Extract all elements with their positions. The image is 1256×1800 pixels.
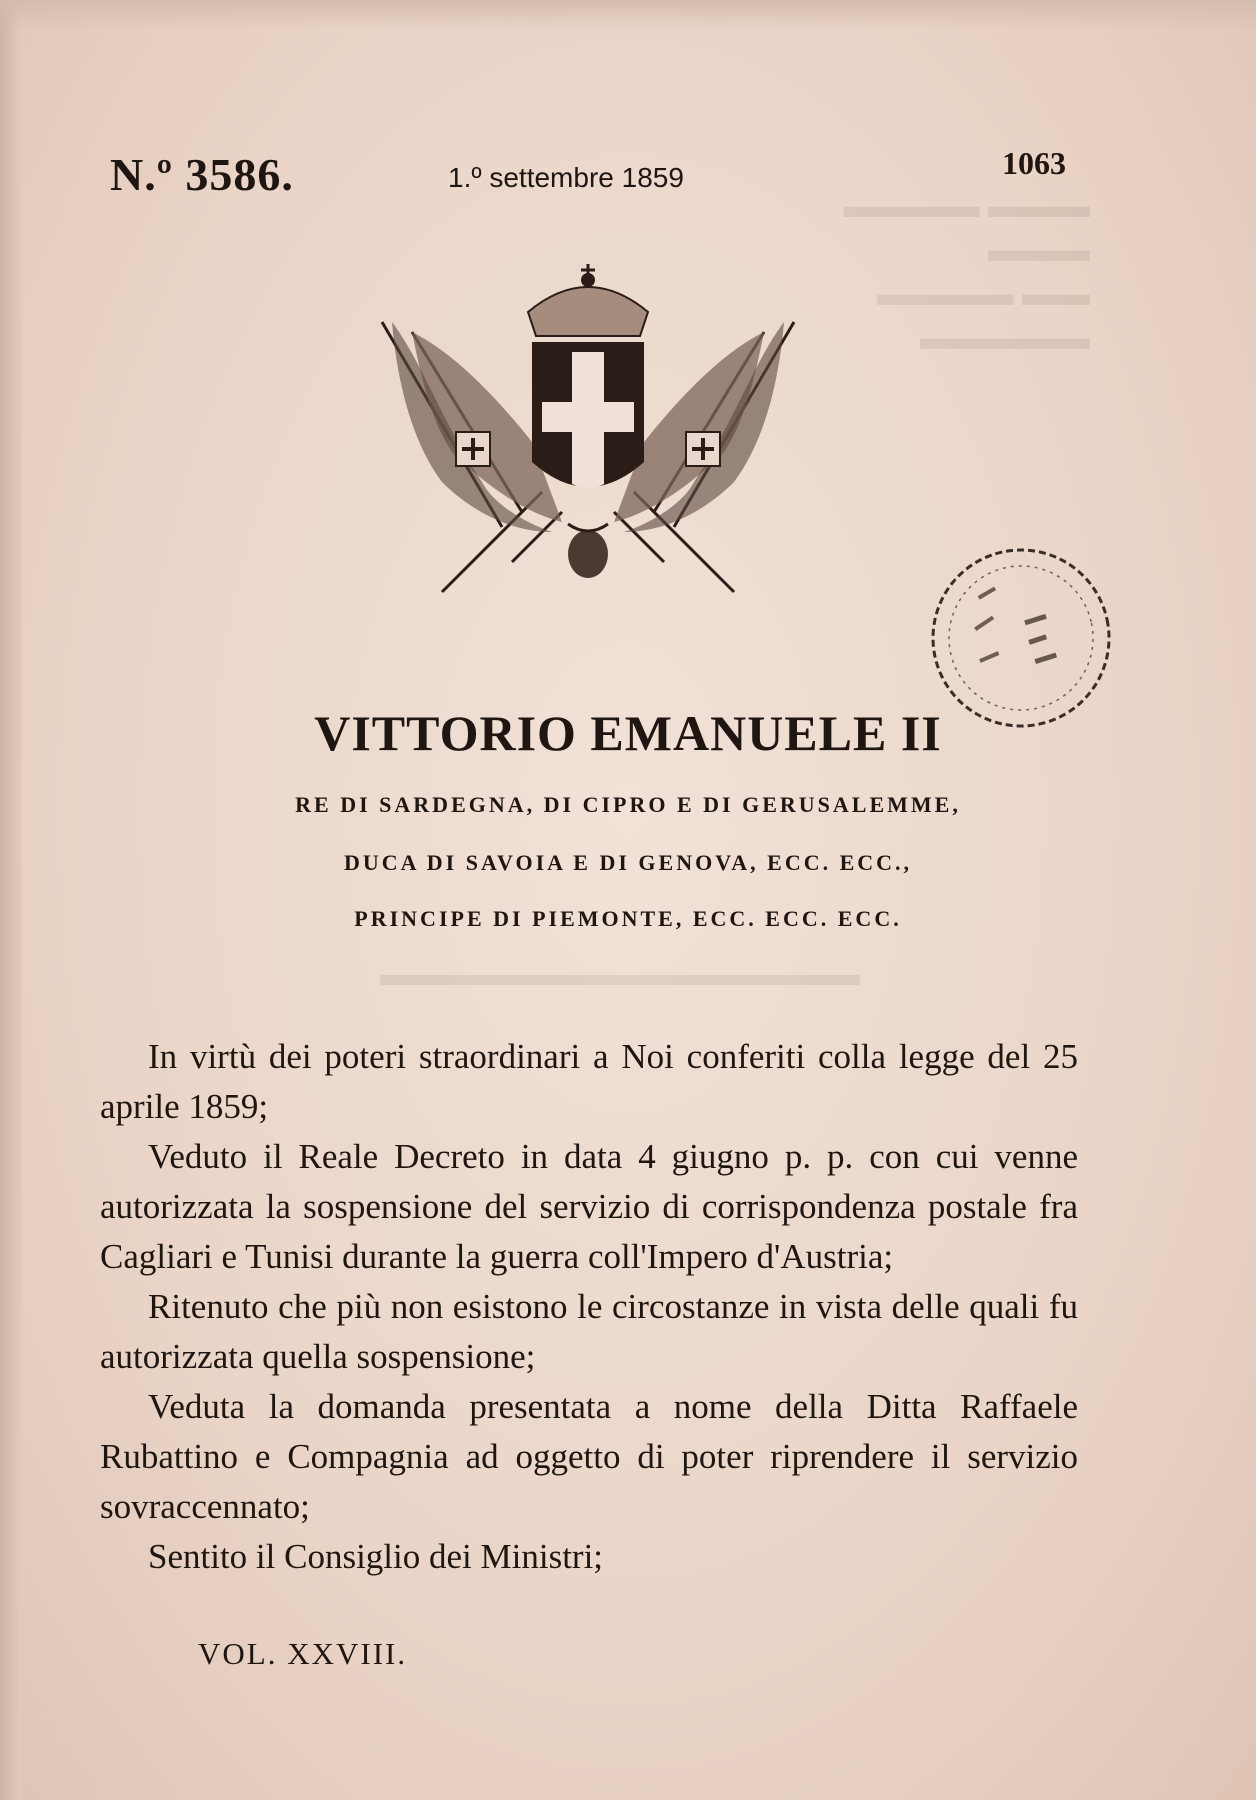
bleed-through-shadow: ▬▬▬ ▬▬▬▬ ▬▬▬ ▬▬ ▬▬▬▬ ▬▬▬▬▬ [843, 188, 1090, 357]
volume-label: VOL. XXVIII. [198, 1636, 408, 1671]
royal-crest-icon [372, 262, 804, 612]
paragraph-5: Sentito il Consiglio dei Ministri; [148, 1537, 604, 1576]
sovereign-name: VITTORIO EMANUELE II [314, 705, 942, 761]
page-number: 1063 [1002, 145, 1066, 181]
title-line-1: RE DI SARDEGNA, DI CIPRO E DI GERUSALEMME, [295, 792, 961, 817]
decree-body [100, 1032, 1078, 1582]
page-edge-left [0, 0, 22, 1800]
faded-divider [370, 968, 870, 992]
paragraph-2: Veduto il Reale Decreto in data 4 giugno p. p. con cui venne autorizzata la sospensione del servizio di corrispondenza postale fra Cagliari e Tunisi durante la guerra coll'Impero d'Austria; [100, 1137, 1078, 1276]
paragraph-1: In virtù dei poteri straordinari a Noi conferiti colla legge del 25 aprile 1859; [100, 1037, 1078, 1126]
page-edge-top [0, 0, 1256, 30]
decree-number: N.º 3586. [110, 149, 294, 200]
paragraph-3: Ritenuto che più non esistono le circostanze in vista delle quali fu autorizzata quella sospensione; [100, 1287, 1078, 1376]
title-line-2: DUCA DI SAVOIA E DI GENOVA, ECC. ECC., [343, 850, 913, 875]
title-line-3: PRINCIPE DI PIEMONTE, ECC. ECC. ECC. [354, 906, 902, 931]
paragraph-4: Veduta la domanda presentata a nome della Ditta Raffaele Rubattino e Compagnia ad oggetto di poter riprendere il servizio sovraccennato; [100, 1387, 1078, 1526]
decree-date: 1.º settembre 1859 [448, 162, 684, 193]
